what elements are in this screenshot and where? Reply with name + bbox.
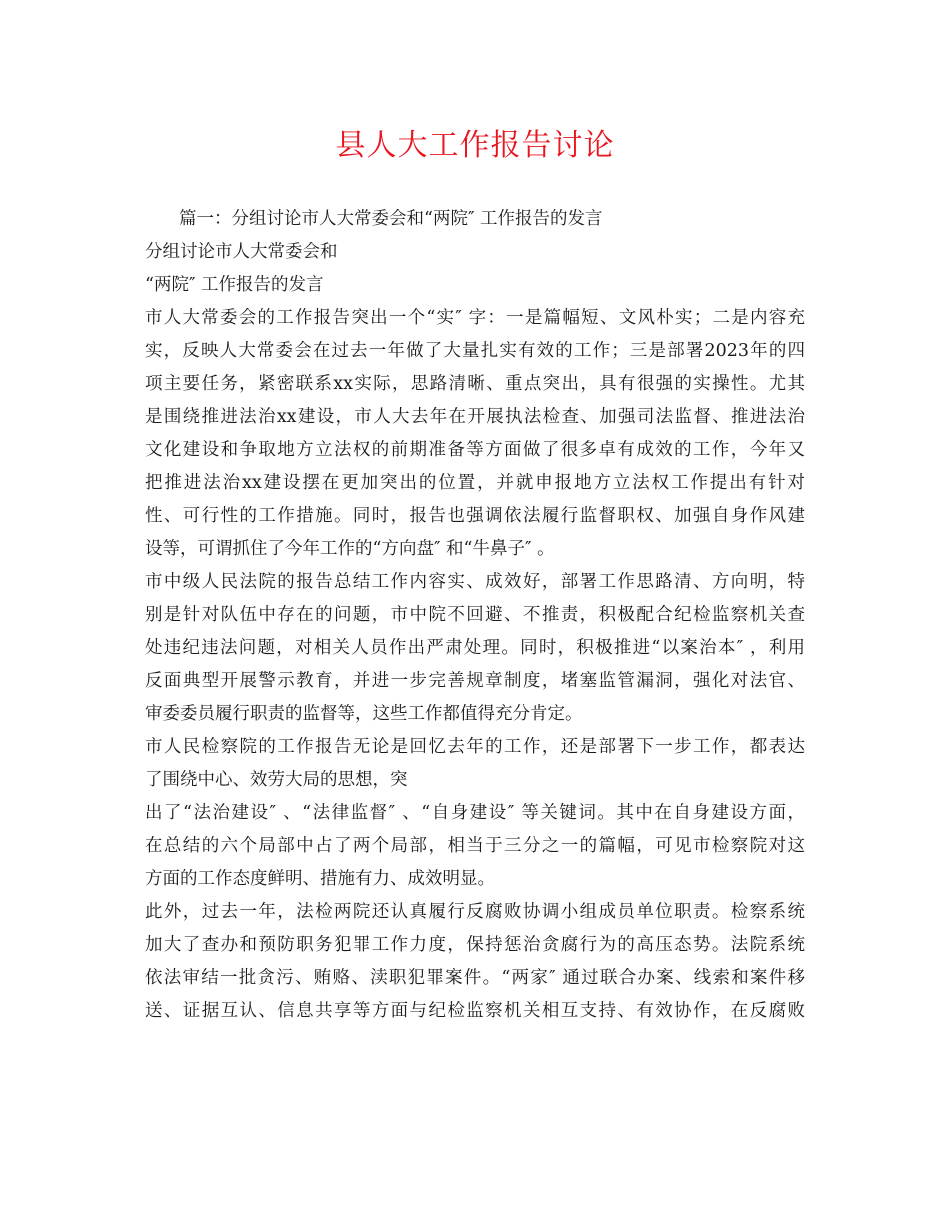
text-line: “两院″ 工作报告的发言 [145,275,324,295]
text-line: 市人大常委会的工作报告突出一个“实″ 字：一是篇幅短、文风朴实；二是内容充 [145,308,805,328]
text-line: 性、可行性的工作措施。同时，报告也强调依法履行监督职权、加强自身作风建 [145,506,805,526]
text-line: 篇一：分组讨论市人大常委会和“两院″ 工作报告的发言 [179,209,603,229]
text-line: 出了“法治建设″ 、“法律监督″ 、“自身建设″ 等关键词。其中在自身建设方面， [145,803,805,823]
text-line: 别是针对队伍中存在的问题，市中院不回避、不推责，积极配合纪检监察机关查 [145,605,805,625]
text-line: 项主要任务，紧密联系xx实际，思路清晰、重点突出，具有很强的实操性。尤其 [145,374,805,394]
text-line: 反面典型开展警示教育，并进一步完善规章制度，堵塞监管漏洞，强化对法官、 [145,671,805,691]
text-line: 审委委员履行职责的监督等，这些工作都值得充分肯定。 [145,704,583,724]
text-line: 在总结的六个局部中占了两个局部，相当于三分之一的篇幅，可见市检察院对这 [145,836,805,856]
text-line: 此外，过去一年，法检两院还认真履行反腐败协调小组成员单位职责。检察系统 [145,902,805,922]
text-line: 实，反映人大常委会在过去一年做了大量扎实有效的工作；三是部署2023年的四 [145,341,805,361]
text-line: 文化建设和争取地方立法权的前期准备等方面做了很多卓有成效的工作，今年又 [145,440,805,460]
text-line: 加大了查办和预防职务犯罪工作力度，保持惩治贪腐行为的高压态势。法院系统 [145,935,805,955]
text-line: 方面的工作态度鲜明、措施有力、成效明显。 [145,869,495,889]
text-line: 是围绕推进法治xx建设，市人大去年在开展执法检查、加强司法监督、推进法治 [145,407,805,427]
document-body [145,203,805,1028]
text-line: 处违纪违法问题，对相关人员作出严肃处理。同时，积极推进“以案治本″ ，利用 [145,638,805,658]
text-line: 市中级人民法院的报告总结工作内容实、成效好，部署工作思路清、方向明，特 [145,572,805,592]
text-line: 市人民检察院的工作报告无论是回忆去年的工作，还是部署下一步工作，都表达 [145,737,805,757]
text-line: 设等，可谓抓住了今年工作的“方向盘″ 和“牛鼻子″ 。 [145,539,555,559]
text-line: 分组讨论市人大常委会和 [145,242,338,262]
text-line: 把推进法治xx建设摆在更加突出的位置，并就申报地方立法权工作提出有针对 [145,473,805,493]
text-line: 了围绕中心、效劳大局的思想，突 [145,770,408,790]
document-title: 县人大工作报告讨论 [335,128,615,163]
text-line: 送、证据互认、信息共享等方面与纪检监察机关相互支持、有效协作，在反腐败 [145,1001,805,1021]
text-line: 依法审结一批贪污、贿赂、渎职犯罪案件。“两家″ 通过联合办案、线索和案件移 [145,968,805,988]
